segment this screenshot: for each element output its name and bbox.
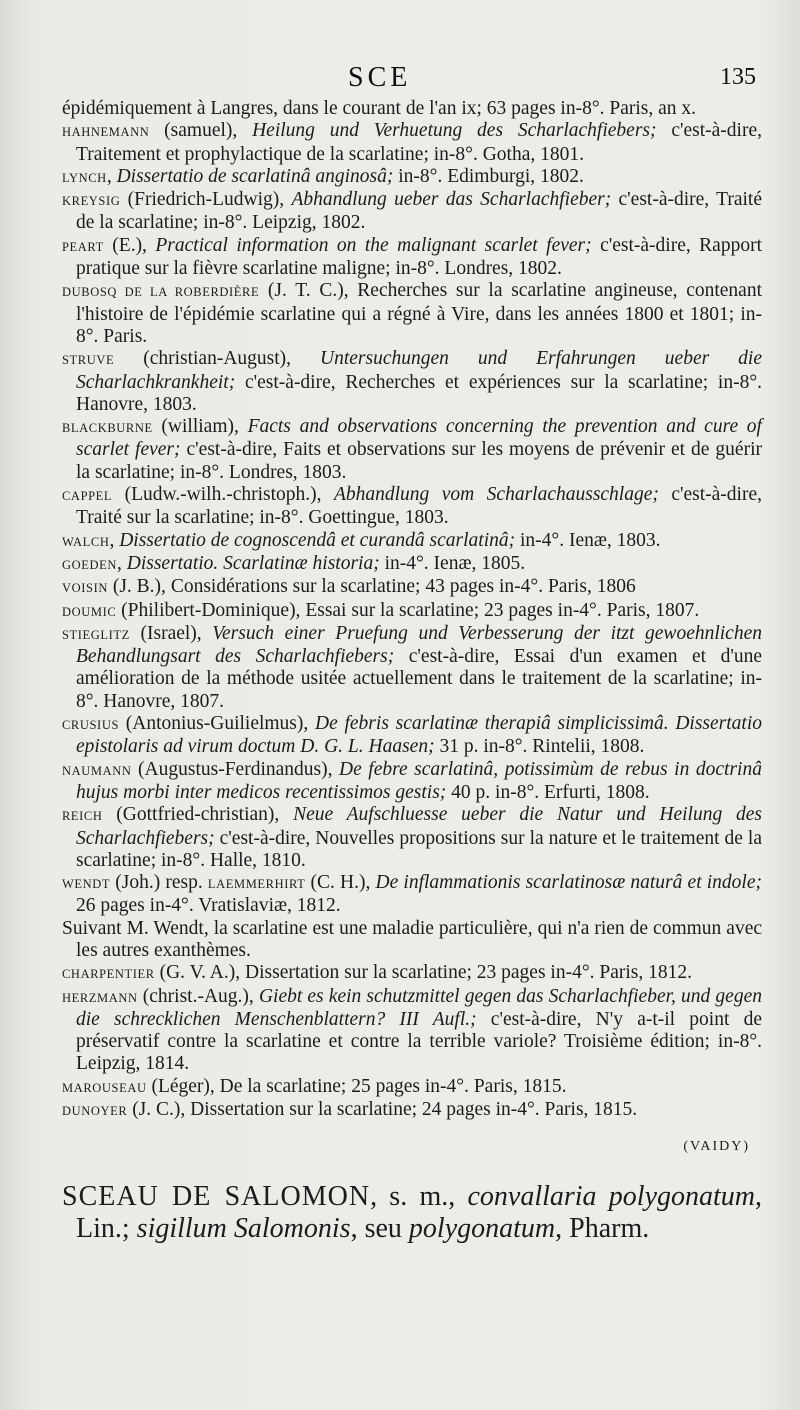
dictionary-entry [62, 1181, 762, 1245]
entry-text: c'est-à-dire, Recherches et expériences sur la scarlatine; in-8°. Hanovre, 1803. [76, 371, 762, 415]
entry-text: 26 pages in-4°. Vratislaviæ, 1812. [76, 895, 341, 917]
author-name: HAHNEMANN [62, 125, 150, 140]
author-signature: (VAIDY) [683, 1139, 750, 1155]
author-name: WALCH [62, 534, 110, 549]
author-details: (C. H.), [305, 872, 376, 894]
author-details: (christian-August), [114, 348, 321, 370]
entry-text-3: , Pharm. [555, 1212, 650, 1244]
work-title: Untersuchungen und Erfahrungen ueber die Scharlachkrankheit; [76, 348, 762, 393]
entry-text: c'est-à-dire, Traité de la scarlatine; in-8°. Leipzig, 1802. [76, 189, 762, 234]
author-details: (J. T. C.), [259, 280, 358, 302]
bibliography-entry [62, 1076, 762, 1099]
entry-text-2: , seu [350, 1212, 409, 1244]
bibliography-entry [62, 713, 762, 759]
entry-text: Essai sur la scarlatine; 23 pages in-4°. Paris, 1807. [305, 599, 700, 621]
bibliography-entry [62, 235, 762, 281]
author-details: (Ludw.-wilh.-christoph.), [112, 484, 334, 506]
author-details: (J. C.), [127, 1099, 191, 1121]
bibliography-entry [62, 1099, 762, 1122]
author-details: , [109, 529, 120, 551]
grammar-note: , s. m., [370, 1180, 468, 1212]
author-details: (Joh.) resp. [110, 872, 208, 894]
work-title: Versuch einer Pruefung und Verbesserung der itzt gewoehnlichen Behandlungsart des Scharlachfiebers; [76, 622, 762, 668]
author-details: (Israel), [129, 622, 213, 644]
author-name: NAUMANN [62, 763, 132, 778]
author-name: BLACKBURNE [62, 421, 153, 436]
author-name: GOEDEN [62, 557, 117, 572]
bibliography-entry [62, 986, 762, 1076]
bibliography-entry [62, 759, 762, 805]
entry-text: in-8°. Edimburgi, 1802. [393, 165, 584, 187]
author-details: (Gottfried-christian), [102, 804, 294, 826]
author-name: STIEGLITZ [62, 627, 130, 642]
entry-text: 31 p. in-8°. Rintelii, 1808. [434, 736, 645, 758]
bibliography-entry [62, 416, 762, 484]
work-title: Heilung und Verhuetung des Scharlachfiebers; [252, 120, 657, 142]
latin-name-2: sigillum Salomonis [136, 1212, 351, 1244]
author-details: (E.), [103, 234, 156, 256]
author-name: DOUMIC [62, 604, 117, 619]
work-title: Practical information on the malignant scarlet fever; [155, 234, 592, 256]
entry-text: c'est-à-dire, Nouvelles propositions sur la nature et le traitement de la scarlatine; in-8°. Halle, 1810. [76, 827, 762, 871]
author-details: (Friedrich-Ludwig), [120, 189, 292, 211]
author-name: LYNCH [62, 170, 107, 185]
author-name: KREYSIG [62, 194, 121, 209]
work-title: De febris scarlatinæ therapiâ simplicissimâ. Dissertatio epistolaris ad virum doctum D. G. L. Haasen; [76, 713, 762, 758]
author-details: (G. V. A.), [154, 962, 246, 984]
work-title: Dissertatio de scarlatinâ anginosâ; [116, 165, 394, 187]
entry-text: c'est-à-dire, Essai d'un examen et d'une amélioration de la méthode usitée actuellement dans le traitement de la scarlatine; in-8°. Hanovre, 1807. [76, 646, 762, 712]
entry-text: in-4°. Ienæ, 1803. [515, 529, 661, 551]
work-title: Dissertatio. Scarlatinæ historia; [126, 552, 380, 574]
entry-text: Dissertation sur la scarlatine; 24 pages in-4°. Paris, 1815. [190, 1099, 638, 1121]
work-title: Dissertatio de cognoscendâ et curandâ scarlatinâ; [119, 529, 516, 551]
entry-text: c'est-à-dire, Traitement et prophylactique de la scarlatine; in-8°. Gotha, 1801. [76, 120, 762, 165]
bibliography-entry [62, 553, 762, 576]
bibliography-entry [62, 804, 762, 872]
entry-text: c'est-à-dire, Traité sur la scarlatine; in-8°. Goettingue, 1803. [76, 484, 762, 529]
entry-text: Considérations sur la scarlatine; 43 pages in-4°. Paris, 1806 [170, 576, 636, 598]
entry-text: De la scarlatine; 25 pages in-4°. Paris, 1815. [219, 1075, 567, 1097]
headword: SCEAU DE SALOMON [62, 1180, 371, 1212]
bibliography-entry [62, 623, 762, 713]
bibliography-entry [62, 918, 762, 963]
bibliography-entry [62, 576, 762, 599]
author-details: , [116, 552, 127, 574]
bibliography-entry [62, 189, 762, 235]
entry-text: c'est-à-dire, Faits et observations sur les moyens de prévenir et de guérir la scarlatine; in-8°. Londres, 1803. [76, 439, 762, 483]
bibliography-entry [62, 600, 762, 623]
author-name: LAEMMERHIRT [207, 877, 306, 892]
bibliography-entry [62, 962, 762, 985]
author-details: (Augustus-Ferdinandus), [131, 758, 340, 780]
author-name: MAROUSEAU [62, 1080, 147, 1095]
author-name: CRUSIUS [62, 718, 119, 733]
work-title: Giebt es kein schutzmittel gegen das Scharlachfieber, und gegen die schrecklichen Menschenblattern? III Aufl.; [76, 985, 762, 1030]
author-name: DUNOYER [62, 1104, 128, 1119]
author-name: PEART [62, 239, 104, 254]
entry-text: Recherches sur la scarlatine angineuse, contenant l'histoire de l'épidémie scarlatine qui a régné à Vire, dans les années 1800 et 1801; in-8°. Paris. [76, 280, 763, 347]
bibliography-entry [62, 872, 762, 918]
bibliography-text [62, 98, 762, 1245]
page-header [0, 62, 800, 98]
author-name: DUBOSQ DE LA ROBERDIÈRE [62, 285, 260, 300]
author-details: (Philibert-Dominique), [116, 599, 306, 621]
entry-text: Dissertation sur la scarlatine; 23 pages in-4°. Paris, 1812. [245, 962, 693, 984]
author-name: CAPPEL [62, 489, 113, 504]
author-name: CHARPENTIER [62, 967, 155, 982]
work-title: Abhandlung vom Scharlachausschlage; [333, 484, 659, 506]
page-number: 135 [720, 64, 756, 90]
bibliography-entry [62, 120, 762, 166]
work-title: De inflammationis scarlatinosæ naturâ et indole; [375, 872, 762, 894]
entry-text: c'est-à-dire, Rapport pratique sur la fièvre scarlatine maligne; in-8°. Londres, 1802. [76, 234, 762, 280]
entry-text-1: , Lin.; [76, 1180, 763, 1244]
bibliography-entry [62, 166, 762, 189]
author-details: (J. B.), [107, 576, 171, 598]
running-head: SCE [348, 62, 412, 93]
author-name: HERZMANN [62, 990, 138, 1005]
author-details: (Léger), [146, 1075, 220, 1097]
author-name: REICH [62, 809, 103, 824]
entry-text: in-4°. Ienæ, 1805. [379, 552, 526, 574]
bibliography-entries [62, 98, 762, 1122]
entry-text: c'est-à-dire, N'y a-t-il point de préservatif contre la scarlatine et contre la terrible variole? Troisième édition; in-8°. Leipzig, 1814. [76, 1008, 762, 1075]
bibliography-entry [62, 530, 762, 553]
work-title: Neue Aufschluesse ueber die Natur und Heilung des Scharlachfiebers; [76, 804, 763, 849]
author-name: WENDT [62, 877, 111, 892]
bibliography-entry [62, 348, 762, 416]
bibliography-entry [62, 484, 762, 530]
latin-name-1: convallaria polygonatum [467, 1180, 756, 1212]
author-details: (william), [152, 416, 248, 438]
author-details: (samuel), [149, 120, 253, 142]
bibliography-entry [62, 98, 762, 120]
work-title: De febre scarlatinâ, potissimùm de rebus in doctrinâ hujus morbi inter medicos recentissimos gestis; [76, 758, 762, 803]
entry-text: Suivant M. Wendt, la scarlatine est une maladie particulière, qui n'a rien de commun avec les autres exanthèmes. [62, 917, 762, 961]
entry-text: 40 p. in-8°. Erfurti, 1808. [446, 781, 650, 803]
author-name: STRUVE [62, 353, 115, 368]
latin-name-3: polygonatum [408, 1212, 556, 1244]
work-title: Abhandlung ueber das Scharlachfieber; [291, 189, 612, 211]
author-details: , [106, 165, 117, 187]
author-details: (christ.-Aug.), [137, 985, 259, 1007]
entry-text: épidémiquement à Langres, dans le courant de l'an ix; 63 pages in-8°. Paris, an x. [62, 98, 697, 119]
work-title: Facts and observations concerning the prevention and cure of scarlet fever; [76, 416, 762, 461]
author-details: (Antonius-Guilielmus), [119, 713, 316, 735]
bibliography-entry [62, 280, 762, 348]
author-name: VOISIN [62, 581, 108, 596]
